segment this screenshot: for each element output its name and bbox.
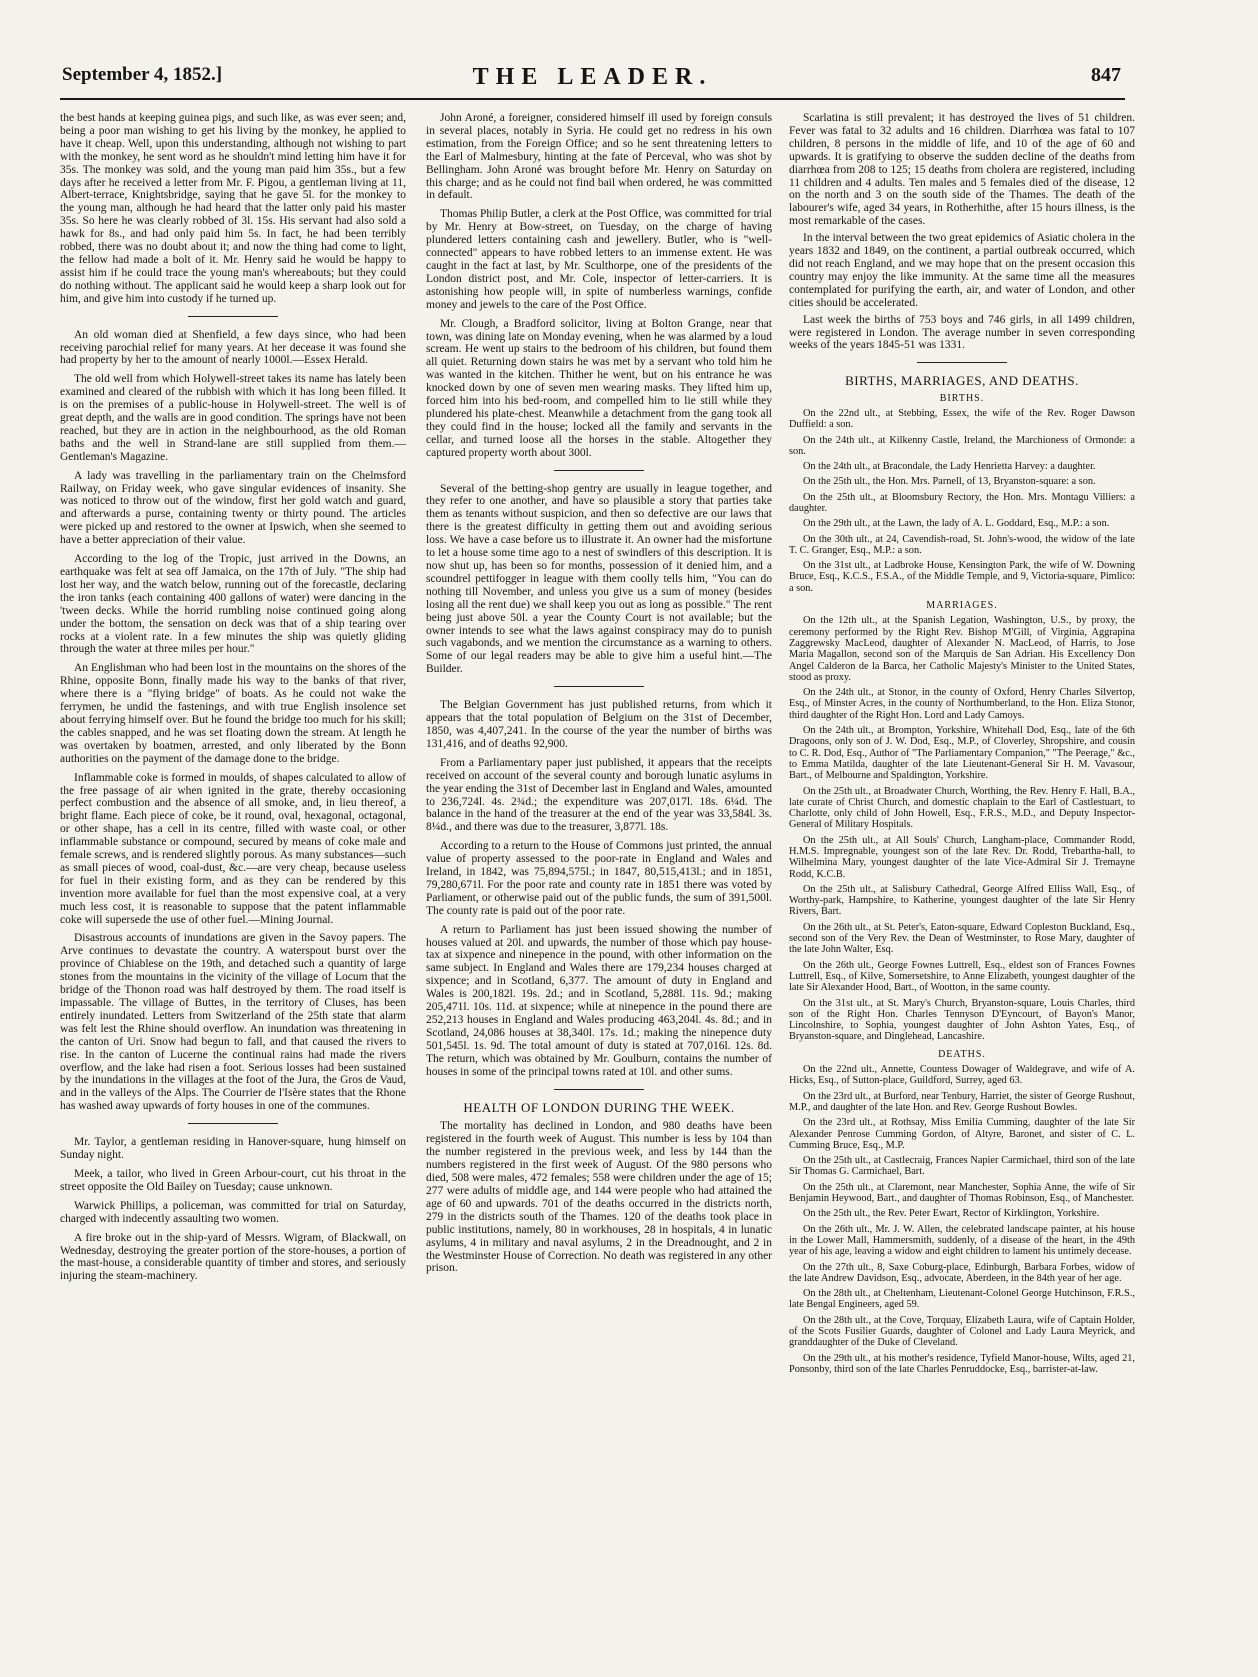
column-left [60,112,406,1657]
death-notice: On the 25th ult., the Rev. Peter Ewart, Rector of Kirklington, Yorkshire. [803,1208,1100,1220]
deaths-list [789,1064,1135,1375]
death-notice: On the 25th ult., at Castlecraig, Frances Napier Carmichael, third son of the late Sir Thomas G. Carmichael, Bart. [789,1155,1135,1178]
section-divider [554,1089,644,1090]
marriage-notice: On the 25th ult., at Salisbury Cathedral, George Alfred Elliss Wall, Esq., of Worthy-park, Hampshire, to Katherine, youngest daughter of the late Sir Henry Rivers, Bart. [789,883,1135,918]
article-paragraph: Last week the births of 753 boys and 746 girls, in all 1499 children, were registered in London. The average number in seven corresponding weeks of the years 1845-51 was 1331. [789,313,1135,352]
birth-notice: On the 25th ult., at Bloomsbury Rectory, the Hon. Mrs. Montagu Villiers: a daughter. [789,491,1135,514]
marriage-notice: On the 26th ult., at St. Peter's, Eaton-square, Edward Copleston Buckland, Esq., second son of the Very Rev. the Dean of Westminster, to Rose Mary, daughter of the late John Walter, Esq. [789,921,1135,956]
marriage-notice: On the 12th ult., at the Spanish Legation, Washington, U.S., by proxy, the ceremony performed by the Right Rev. Bishop M'Gill, of Virginia, Aggrapina Zaggrewsky MacLeod, daughter of Alexander N. MacLeod, of Harris, to Jose Maria Magallon, second son of the Marquis de San Adrian. His Excellency Don Angel Calderon de la Barca, her Catholic Majesty's Minister to the United States, stood as proxy. [789,615,1135,683]
marriage-notice: On the 25th ult., at Broadwater Church, Worthing, the Rev. Henry F. Hall, B.A., late curate of Christ Church, and domestic chaplain to the Earl of Castlestuart, to Charlotte, only child of John Howell, Esq., F.R.S., M.D., and Deputy Inspector-General of Military Hospitals. [789,785,1135,831]
article-paragraph: John Aroné, a foreigner, considered himself ill used by foreign consuls in several places, notably in Syria. He could get no redress in his own estimation, from the Foreign Office; and so he sent threatening letters to the Earl of Malmesbury, hinting at the fate of Perceval, who was shot by Bellingham. John Aroné was brought before Mr. Henry on Saturday on this charge; and as he could not find bail when ordered, he was committed in default. [426,112,772,202]
death-notice: On the 23rd ult., at Rothsay, Miss Emilia Cumming, daughter of the late Sir Alexander Penrose Cumming Gordon, of Altyre, Baronet, and sister of C. L. Cumming Bruce, Esq., M.P. [789,1117,1135,1151]
death-notice: On the 27th ult., 8, Saxe Coburg-place, Edinburgh, Barbara Forbes, widow of the late Andrew Davidson, Esq., advocate, Aberdeen, in the 84th year of her age. [789,1261,1135,1284]
article-paragraph: Meek, a tailor, who lived in Green Arbour-court, cut his throat in the street opposite the Old Bailey on Tuesday; cause unknown. [60,1167,406,1193]
page-number: 847 [1091,64,1121,86]
column-middle [426,112,772,1657]
publication-title: THE LEADER. [472,64,713,90]
births-list [789,408,1135,594]
birth-notice: On the 29th ult., at the Lawn, the lady of A. L. Goddard, Esq., M.P.: a son. [803,518,1110,530]
bmd-heading: BIRTHS, MARRIAGES, AND DEATHS. [845,373,1079,389]
marriage-notice: On the 24th ult., at Stonor, in the county of Oxford, Henry Charles Silvertop, Esq., of Minster Acres, in the county of Northumberland, to the Hon. Eliza Stonor, third daughter of the Right Hon. Lord and Lady Camoys. [789,687,1135,721]
death-notice: On the 22nd ult., Annette, Countess Dowager of Waldegrave, and wife of A. Hicks, Esq., of Sutton-place, Guildford, Surrey, aged 63. [789,1064,1135,1087]
death-notice: On the 26th ult., Mr. J. W. Allen, the celebrated landscape painter, at his house in the Lower Mall, Hammersmith, suddenly, of a disease of the heart, in the 49th year of his age, leaving a widow and eight children to lament his untimely decease. [789,1223,1135,1258]
article-paragraph: The old well from which Holywell-street takes its name has lately been examined and cleared of the rubbish with which it has long been filled. It is on the premises of a public-house in Holywell-street. The well is of great depth, and the walls are in good condition. The springs have not been reached, but they are in action in the neighbourhood, as the old Roman baths and the well in Strand-lane are still supplied from them.—Gentleman's Magazine. [60,373,406,463]
death-notice: On the 29th ult., at his mother's residence, Tyfield Manor-house, Wilts, aged 21, Ponsonby, third son of the late Charles Penruddocke, Esq., barrister-at-law. [789,1352,1135,1375]
article-paragraph: Mr. Clough, a Bradford solicitor, living at Bolton Grange, near that town, was dining late on Monday evening, when he was alarmed by a loud scream. He went up stairs to the bedroom of his children, but found them all quiet. Returning down stairs he was met by a servant who told him he was wanted in the kitchen. Thither he went, but on his entrance he was knocked down by one of seven men wearing masks. They lifted him up, forced him into his bed-room, and compelled him to lie still while they plundered his plate-chest. Meanwhile a detachment from the gang took all they could find in the house; locked all the family and servants in the cellar, and turned loose all the horses in the stable. Altogether they captured property worth about 300l. [426,317,772,459]
article-paragraph: Mr. Taylor, a gentleman residing in Hanover-square, hung himself on Sunday night. [60,1136,406,1162]
article-paragraph: Thomas Philip Butler, a clerk at the Post Office, was committed for trial by Mr. Henry at Bow-street, on Tuesday, on the charge of having plundered letters containing cash and jewellery. Butler, who is "well-connected" appears to have robbed letters to an immense extent. He was caught in the fact at last, by Mr. Sculthorpe, one of the presidents of the London district post, and Mr. Cole, inspector of letter-carriers. It is astonishing how people will, in spite of numberless warnings, confide money and jewels to the care of the Post Office. [426,208,772,311]
birth-notice: On the 24th ult., at Kilkenny Castle, Ireland, the Marchioness of Ormonde: a son. [789,434,1135,457]
health-heading: HEALTH OF LONDON DURING THE WEEK. [463,1099,735,1115]
page-header [60,64,1125,100]
birth-notice: On the 31st ult., at Ladbroke House, Kensington Park, the wife of W. Downing Bruce, Esq., K.C.S., F.S.A., of the Middle Temple, and 9, Victoria-square, Pimlico: a son. [789,560,1135,594]
article-paragraph: According to a return to the House of Commons just printed, the annual value of property assessed to the poor-rate in England and Wales and Ireland, in 1842, was 75,894,575l.; in 1847, 80,515,413l.; and in 1851, 79,280,671l. For the poor rate and county rate in 1851 there was voted by Parliament, or otherwise paid out of the public funds, the sum of 391,500l. The county rate is paid out of the poor rate. [426,840,772,917]
article-paragraph: Inflammable coke is formed in moulds, of shapes calculated to allow of the free passage of air when ignited in the grate, thereby occasioning perfect combustion and the absence of all smoke, and, in lieu thereof, a bright flame. Each piece of coke, be it round, oval, hexagonal, octagonal, or other shape, has a cell in its centre, filled with waste coal, or other inflammable substance or compound, secured by means of coke male and female screws, and is rendered slightly porous. As many substances—such as small pieces of wood, coal-dust, &c.—are very cheap, because useless for fuel in their existing form, and as they can be rendered by this invention more available for fuel than the most expensive coal, at a very much less cost, it is reasonable to suppose that the patent inflammable coke will supersede the use of other fuel.—Mining Journal. [60,771,406,926]
article-paragraph: the best hands at keeping guinea pigs, and such like, as was ever seen; and, being a poor man wishing to get his living by the monkey, he applied to have it cheap. Well, upon this understanding, although not wishing to part with the monkey, he sent word as he shouldn't mind letting him have it for 35s. The monkey was sold, and the young man paid him 35s., but a few days after he received a letter from Mr. F. Pigou, a gentleman living at 11, Albert-terrace, Knightsbridge, saying that he gave 5l. for the monkey to the young man, although he had heard that the latter only paid his master 35s. So here he was clearly robbed of 3l. 15s. His servant had also sold a hawk for 8s., and had only paid him 5s. In fact, he had been terribly robbed, there was no doubt about it; and now the thing had come to light, the fellow had made a bolt of it. Mr. Henry said he would be happy to assist him if he could trace the young man's whereabouts; but they could do nothing without. The applicant said he would keep a sharp look out for him, and give him into custody if he turned up. [60,112,406,305]
birth-notice: On the 25th ult., the Hon. Mrs. Parnell, of 13, Bryanston-square: a son. [803,476,1096,488]
article-paragraph: A return to Parliament has just been issued showing the number of houses valued at 20l. and upwards, the number of those which pay house-tax at sixpence and ninepence in the pound, with other information on the same subject. In England and Wales there are 179,234 houses charged at sixpence; and in Scotland, 6,377. The amount of duty in England and Wales is 200,182l. 19s. 2d.; and in Scotland, 5,288l. 11s. 9d.; making 205,471l. 10s. 11d. at sixpence; while at ninepence in the pound there are 252,213 houses in England and Wales producing 463,204l. 4s. 8d.; and in Scotland, 24,086 houses at 38,340l. 17s. 1d.; making the ninepence duty 501,545l. 1s. 9d. The total amount of duty is stated at 707,016l. 12s. 8d. The return, which was obtained by Mr. Goulburn, contains the number of houses in some of the principal towns rated at 10l. and other sums. [426,923,772,1078]
article-paragraph: From a Parliamentary paper just published, it appears that the receipts received on account of the several county and borough lunatic asylums in the year ending the 31st of December last in England and Wales, amounted to 236,724l. 4s. 2¾d.; the expenditure was 207,017l. 18s. 6¼d. The balance in the hand of the treasurer at the end of the year was 33,584l. 3s. 8¼d., and there was due to the treasurer, 3,877l. 18s. [426,756,772,834]
section-divider [188,1123,278,1124]
article-paragraph: A fire broke out in the ship-yard of Messrs. Wigram, of Blackwall, on Wednesday, destroying the greater portion of the store-houses, a portion of the mast-house, a considerable quantity of timber and stores, and seriously injuring the steam-machinery. [60,1231,406,1283]
death-notice: On the 25th ult., at Claremont, near Manchester, Sophia Anne, the wife of Sir Benjamin Heywood, Bart., and daughter of Thomas Robinson, Esq., of Manchester. [789,1181,1135,1205]
marriages-heading: MARRIAGES. [926,600,998,612]
article-paragraph: According to the log of the Tropic, just arrived in the Downs, an earthquake was felt at sea off Jamaica, on the 17th of July. "The ship had lost her way, and the watch below, running out of the forecastle, declaring the iron tanks (each containing 400 gallons of water) were dancing in the 'tween decks. While the horrid rumbling noise continued going along under the bottom, the sensation on deck was that of a ship tearing over rocks at a violent rate. In a few minutes the ship was quietly gliding through the water at three miles per hour." [60,553,406,656]
article-paragraph: Scarlatina is still prevalent; it has destroyed the lives of 51 children. Fever was fatal to 32 adults and 16 children. Diarrhœa was fatal to 107 children, 8 persons in the middle of life, and 10 of the age of 60 and upwards. It is gratifying to observe the sudden decline of the deaths from diarrhœa from 208 to 125; 15 deaths from cholera are registered, including 11 children and 4 adults. Ten males and 5 females died of the disease, 12 on the north and 3 on the south side of the Thames. The death of the labourer's wife, aged 34 years, in Rotherhithe, after 15 hours illness, is the most remarkable of the cases. [789,112,1135,228]
marriages-list [789,615,1135,1042]
birth-notice: On the 24th ult., at Bracondale, the Lady Henrietta Harvey: a daughter. [803,461,1096,473]
article-paragraph: An old woman died at Shenfield, a few days since, who had been receiving parochial relief for many years. At her decease it was found she had property by her to the amount of nearly 1000l.—Essex Herald. [60,328,406,367]
issue-date: September 4, 1852.] [62,64,223,85]
death-notice: On the 28th ult., at Cheltenham, Lieutenant-Colonel George Hutchinson, F.R.S., late Bengal Engineers, aged 59. [789,1288,1135,1311]
article-paragraph: In the interval between the two great epidemics of Asiatic cholera in the years 1832 and 1849, on the continent, a partial outbreak occurred, which did not reach England, and we may hope that on the present occasion this country may enjoy the like immunity. At the same time all the measures contemplated for purifying the earth, air, and water of London, and other cities should be accelerated. [789,232,1135,309]
article-paragraph: An Englishman who had been lost in the mountains on the shores of the Rhine, opposite Bonn, finally made his way to the banks of that river, where there is a "flying bridge" of boats. As he could not wake the ferrymen, he undid the fastenings, and with true English insolence set about ferrying himself over. But he found the bridge too much for his skill; the cables snapped, and he was set floating down the stream. At length he was overtaken by boatmen, arrested, and only liberated by the Bonn authorities on the payment of the damage done to the bridge. [60,662,406,765]
column-right [789,112,1135,1657]
marriage-notice: On the 25th ult., at All Souls' Church, Langham-place, Commander Rodd, H.M.S. Impregnable, youngest son of the late Rev. Dr. Rodd, Trebartha-hall, to Wilhelmina Mary, youngest daughter of the late Vice-Admiral Sir J. Tremayne Rodd, K.C.B. [789,834,1135,880]
marriage-notice: On the 31st ult., at St. Mary's Church, Bryanston-square, Louis Charles, third son of the Right Hon. Charles Tennyson D'Eyncourt, of Bayon's Manor, Lincolnshire, to Sophia, youngest daughter of John Ashton Yates, Esq., of Bryanston-square, and Dinglehead, Lancashire. [789,997,1135,1043]
article-paragraph: Several of the betting-shop gentry are usually in league together, and they refer to one another, and have so plausible a story that parties take them as tenants without suspicion, and then so defective are our laws that there is the greatest difficulty in getting them out and avoiding serious loss. We have a case before us to illustrate it. An owner had the misfortune to let a house some time ago to a nest of swindlers of this description. It is now shut up, has been so for months, possession of it denied him, and a scoundrel pettifogger in league with them coolly tells him, "You can do nothing till November, and unless you give us a sum of money (besides losing all the rent due) we shall keep you out as long as possible." The rent being just above 50l. a year the County Court is not available; but the owner intends to see what the laws against conspiracy may do to punish such vagabonds, and we mention the circumstance as a warning to others. Some of our legal readers may be able to give him a useful hint.—The Builder. [426,482,772,676]
death-notice: On the 23rd ult., at Burford, near Tenbury, Harriet, the sister of George Rushout, M.P., and daughter of the late Hon. and Rev. George Rushout Bowles. [789,1090,1135,1113]
article-paragraph: Disastrous accounts of inundations are given in the Savoy papers. The Arve continues to devastate the country. A waterspout burst over the province of Chiablese on the 19th, and detached such a quantity of large stones from the mountains in the vicinity of the village of Locum that the bridge of the Thonon road was half destroyed by them. The road itself is impassable. The village of Buttes, in the territory of Cluses, has been entirely inundated. Letters from Switzerland of the 25th state that alarm was felt lest the Rhine should overflow. An inundation was threatening in the canton of Uri. Snow had begun to fall, and that caused the rivers to rise. In the canton of Lucerne the continual rains had made the rivers overflow, and the lake had risen a foot. Serious losses had been sustained by the inundations in the villages at the foot of the Jura, the Gros de Vaud, and in the valleys of the Alps. The Courrier de l'Isère states that the Rhone has washed away upwards of forty houses in one of the communes. [60,932,406,1113]
birth-notice: On the 30th ult., at 24, Cavendish-road, St. John's-wood, the widow of the late T. C. Granger, Esq., M.P.: a son. [789,533,1135,556]
birth-notice: On the 22nd ult., at Stebbing, Essex, the wife of the Rev. Roger Dawson Duffield: a son. [789,407,1135,431]
section-divider [917,362,1007,363]
section-divider [554,470,644,471]
section-divider [188,316,278,317]
article-paragraph: The mortality has declined in London, and 980 deaths have been registered in the fourth week of August. This number is less by 104 than the number registered in the previous week, and less by 144 than the numbers registered in the first week of August. Of the 980 persons who died, 508 were males, 472 females; 558 were children under the age of 15; 277 were adults of middle age, and 144 were people who had attained the age of 60 and upwards. 701 of the deaths occurred in the districts north, 279 in the districts south of the Thames. 120 of the deaths took place in public institutions, namely, 80 in workhouses, 28 in hospitals, 4 in lunatic asylums, 4 in military and naval asylums, 2 in the Dreadnought, and 2 in the Westminster House of Correction. No death was registered in any other prison. [426,1120,772,1275]
article-paragraph: The Belgian Government has just published returns, from which it appears that the total population of Belgium on the 31st of December, 1850, was 4,407,241. In the course of the year the number of births was 131,416, and of deaths 92,900. [426,699,772,750]
marriage-notice: On the 24th ult., at Brompton, Yorkshire, Whitehall Dod, Esq., late of the 6th Dragoons, only son of J. W. Dod, Esq., M.P., of Cloverley, Shropshire, and cousin to C. R. Dod, Esq., Author of "The Parliamentary Companion," "The Peerage," &c., to Emma Matilda, daughter of the late Lieutenant-General Sir H. M. Vavasour, Bart., of Melbourne and Spaldington, Yorkshire. [789,725,1135,782]
article-paragraph: Warwick Phillips, a policeman, was committed for trial on Saturday, charged with indecently assaulting two women. [60,1199,406,1225]
death-notice: On the 28th ult., at the Cove, Torquay, Elizabeth Laura, wife of Captain Holder, of the Scots Fusilier Guards, daughter of Colonel and Lady Laura Meyrick, and granddaughter of the Duke of Cleveland. [789,1314,1135,1349]
marriage-notice: On the 26th ult., George Fownes Luttrell, Esq., eldest son of Frances Fownes Luttrell, Esq., of Kilve, Somersetshire, to Anne Elizabeth, youngest daughter of the late Sir Alexander Hood, Bart., of Wootton, in the same county. [789,959,1135,994]
section-divider [554,686,644,687]
deaths-heading: DEATHS. [938,1048,986,1060]
births-heading: BIRTHS. [939,392,985,404]
article-paragraph: A lady was travelling in the parliamentary train on the Chelmsford Railway, on Friday week, who gave singular evidences of insanity. She was noticed to throw out of the window, first her gold watch and guard, and afterwards a purse, containing twenty or thirty pound. The articles were picked up and restored to the owner at Ipswich, when she seemed to have a better appreciation of their value. [60,469,406,547]
